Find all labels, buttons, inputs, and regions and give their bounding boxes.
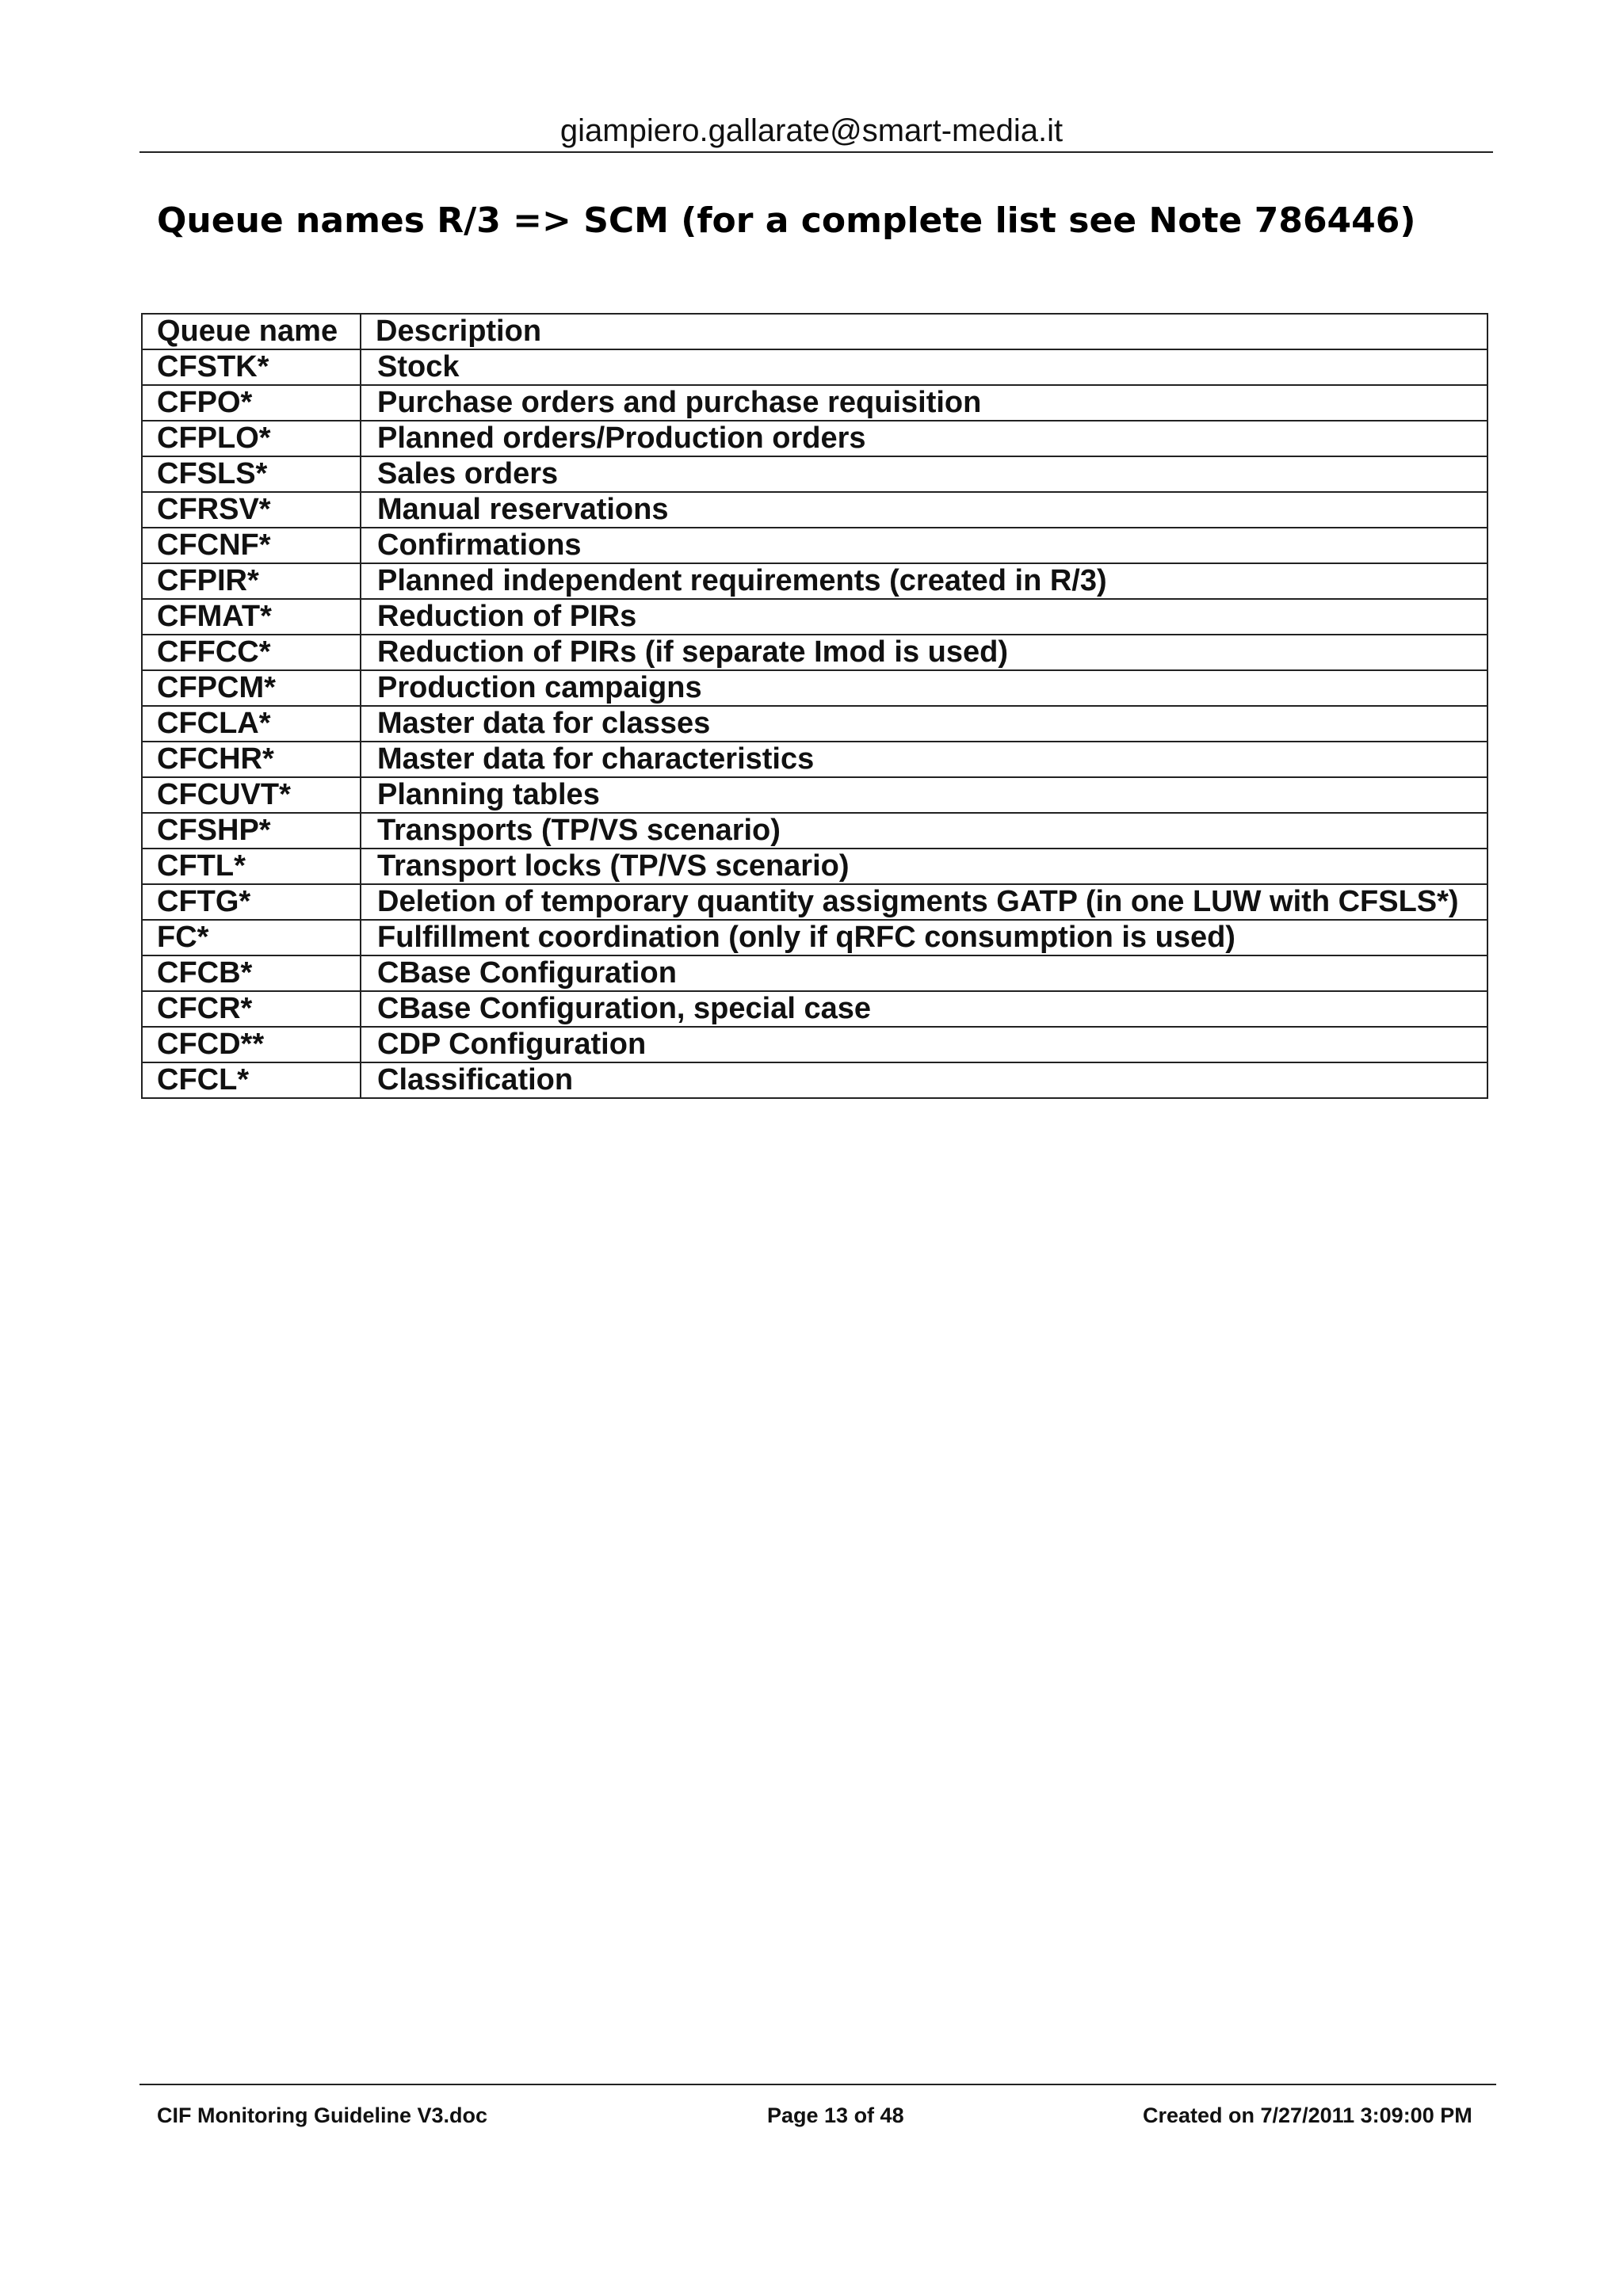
- queue-name-cell: CFPCM*: [142, 670, 361, 706]
- description-cell: Production campaigns: [377, 671, 702, 704]
- table-row: [142, 920, 1487, 955]
- description-cell: Master data for classes: [377, 707, 711, 740]
- description-column-cell: [361, 742, 1487, 777]
- table-row: [142, 385, 1487, 421]
- description-column-cell: [361, 920, 1487, 955]
- header-email: giampiero.gallarate@smart-media.it: [559, 113, 1064, 148]
- description-cell: CBase Configuration: [377, 956, 677, 990]
- description-cell: Sales orders: [377, 457, 559, 490]
- queue-name-cell: CFCR*: [142, 991, 361, 1027]
- table-row: [142, 599, 1487, 635]
- description-cell: CBase Configuration, special case: [377, 992, 871, 1025]
- table-body: [142, 349, 1487, 1098]
- queue-name-cell: CFCHR*: [142, 742, 361, 777]
- description-column-cell: [361, 456, 1487, 492]
- description-column-cell: [361, 777, 1487, 813]
- table-row: [142, 456, 1487, 492]
- description-cell: Transports (TP/VS scenario): [377, 814, 781, 847]
- description-cell: Reduction of PIRs (if separate Imod is used): [377, 635, 1009, 669]
- table-header-row: [142, 314, 1487, 349]
- description-column-cell: [361, 421, 1487, 456]
- table-row: [142, 635, 1487, 670]
- footer-divider: [139, 2084, 1496, 2085]
- queue-name-cell: CFPO*: [142, 385, 361, 421]
- description-cell: CDP Configuration: [377, 1028, 647, 1061]
- queue-name-cell: CFFCC*: [142, 635, 361, 670]
- queue-name-cell: CFRSV*: [142, 492, 361, 528]
- queue-name-cell: CFCNF*: [142, 528, 361, 563]
- description-column-cell: [361, 813, 1487, 849]
- queue-name-cell: CFCUVT*: [142, 777, 361, 813]
- description-cell: Planning tables: [377, 778, 600, 811]
- description-cell: Manual reservations: [377, 493, 669, 526]
- table-row: [142, 813, 1487, 849]
- table-row: [142, 706, 1487, 742]
- description-column-cell: [361, 849, 1487, 884]
- queue-name-cell: CFMAT*: [142, 599, 361, 635]
- description-cell: Fulfillment coordination (only if qRFC consumption is used): [377, 921, 1235, 954]
- column-header-queue-name: Queue name: [142, 314, 361, 349]
- description-cell: Classification: [377, 1063, 574, 1097]
- description-column-cell: [361, 991, 1487, 1027]
- queue-name-cell: CFCD**: [142, 1027, 361, 1062]
- description-column-cell: [361, 1062, 1487, 1098]
- table-row: [142, 1062, 1487, 1098]
- queue-name-cell: CFSTK*: [142, 349, 361, 385]
- description-column-cell: [361, 706, 1487, 742]
- description-column-cell: [361, 528, 1487, 563]
- queue-name-cell: CFTG*: [142, 884, 361, 920]
- queue-name-cell: CFPLO*: [142, 421, 361, 456]
- description-cell: Planned orders/Production orders: [377, 421, 866, 455]
- table-row: [142, 742, 1487, 777]
- queue-names-table: [141, 313, 1488, 1099]
- header-divider: [139, 151, 1493, 153]
- footer-page-number: Page 13 of 48: [767, 2103, 904, 2127]
- table-row: [142, 528, 1487, 563]
- description-cell: Purchase orders and purchase requisition: [377, 386, 982, 419]
- description-column-cell: [361, 492, 1487, 528]
- description-column-cell: [361, 1027, 1487, 1062]
- queue-name-cell: CFPIR*: [142, 563, 361, 599]
- table-row: [142, 492, 1487, 528]
- description-cell: Confirmations: [377, 528, 582, 562]
- table-row: [142, 849, 1487, 884]
- table-row: [142, 670, 1487, 706]
- table-row: [142, 1027, 1487, 1062]
- description-cell: Stock: [377, 350, 460, 383]
- description-column-cell: [361, 349, 1487, 385]
- queue-name-cell: CFCL*: [142, 1062, 361, 1098]
- footer-filename: CIF Monitoring Guideline V3.doc: [157, 2103, 487, 2127]
- queue-name-cell: CFSHP*: [142, 813, 361, 849]
- description-column-cell: [361, 670, 1487, 706]
- footer-created-date: Created on 7/27/2011 3:09:00 PM: [1143, 2103, 1472, 2127]
- table-row: [142, 349, 1487, 385]
- table-row: [142, 777, 1487, 813]
- table-row: [142, 991, 1487, 1027]
- column-header-description: Description: [361, 314, 1487, 349]
- description-cell: Reduction of PIRs: [377, 600, 637, 633]
- queue-name-cell: CFCB*: [142, 955, 361, 991]
- description-column-cell: [361, 955, 1487, 991]
- description-cell: Deletion of temporary quantity assigments GATP (in one LUW with CFSLS*): [377, 885, 1459, 918]
- description-column-cell: [361, 599, 1487, 635]
- table-row: [142, 563, 1487, 599]
- queue-name-cell: CFTL*: [142, 849, 361, 884]
- queue-name-cell: CFCLA*: [142, 706, 361, 742]
- description-column-cell: [361, 385, 1487, 421]
- table-row: [142, 421, 1487, 456]
- section-heading: Queue names R/3 => SCM (for a complete list see Note 786446): [157, 200, 1416, 241]
- description-column-cell: [361, 635, 1487, 670]
- description-column-cell: [361, 563, 1487, 599]
- description-cell: Transport locks (TP/VS scenario): [377, 849, 850, 883]
- queue-name-cell: FC*: [142, 920, 361, 955]
- queue-name-cell: CFSLS*: [142, 456, 361, 492]
- table-row: [142, 884, 1487, 920]
- description-column-cell: [361, 884, 1487, 920]
- description-cell: Master data for characteristics: [377, 742, 815, 776]
- table-row: [142, 955, 1487, 991]
- description-cell: Planned independent requirements (created in R/3): [377, 564, 1107, 597]
